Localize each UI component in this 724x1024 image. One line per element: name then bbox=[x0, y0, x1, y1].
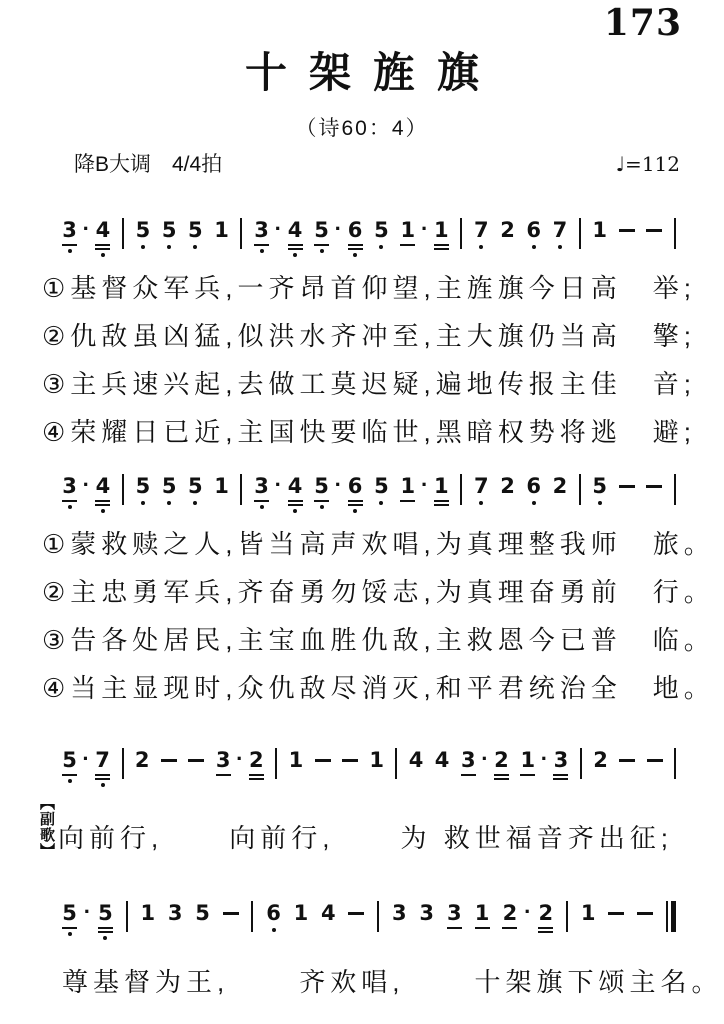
note bbox=[188, 474, 203, 505]
note bbox=[348, 218, 363, 257]
final-segment: 尊基督为王, bbox=[62, 967, 230, 997]
duration-dash bbox=[348, 912, 364, 915]
final-barline bbox=[666, 901, 676, 932]
octave-dot bbox=[68, 249, 72, 253]
note bbox=[289, 748, 304, 772]
note-digit: 1 bbox=[434, 474, 449, 498]
note-digit: 2 bbox=[500, 218, 515, 242]
note-digit: 6 bbox=[347, 218, 363, 242]
note bbox=[374, 218, 389, 249]
duration-dash bbox=[619, 759, 635, 762]
underline bbox=[434, 248, 449, 250]
augmentation-dot: · bbox=[82, 472, 90, 497]
note bbox=[288, 218, 303, 257]
underline bbox=[288, 248, 303, 250]
octave-dot bbox=[68, 779, 72, 783]
note bbox=[400, 474, 415, 502]
note-digit: 3 bbox=[461, 748, 476, 772]
verse-line: ②主忠勇军兵,齐奋勇勿馁志,为真理奋勇前 行。 bbox=[42, 577, 715, 607]
note-digit: 2 bbox=[538, 901, 554, 925]
note-digit: 7 bbox=[474, 218, 489, 242]
note bbox=[188, 218, 203, 249]
note bbox=[314, 218, 329, 253]
note-digit: 5 bbox=[314, 474, 329, 498]
note bbox=[461, 748, 476, 776]
note-digit: 3 bbox=[254, 474, 269, 498]
endbar-thick bbox=[671, 901, 676, 932]
note bbox=[419, 901, 434, 925]
note-digit: 3 bbox=[62, 218, 77, 242]
note-digit: 5 bbox=[374, 474, 389, 498]
music-line-1 bbox=[62, 218, 676, 257]
octave-dot bbox=[293, 509, 297, 513]
augmentation-dot: · bbox=[274, 216, 282, 241]
octave-dot bbox=[68, 505, 72, 509]
final-lyrics bbox=[62, 962, 724, 999]
underline bbox=[553, 778, 568, 780]
barline bbox=[377, 901, 379, 932]
underline bbox=[62, 774, 77, 776]
underline bbox=[216, 774, 231, 776]
barline bbox=[122, 748, 124, 779]
note-digit: 1 bbox=[214, 474, 229, 498]
augmentation-dot: · bbox=[274, 472, 282, 497]
octave-dot bbox=[260, 249, 264, 253]
duration-dash bbox=[619, 485, 635, 488]
note-digit: 7 bbox=[474, 474, 489, 498]
note bbox=[95, 748, 110, 787]
note-digit: 1 bbox=[580, 901, 596, 925]
octave-dot bbox=[260, 505, 264, 509]
note bbox=[553, 474, 568, 498]
barline bbox=[674, 748, 676, 779]
barline bbox=[240, 474, 242, 505]
note bbox=[434, 218, 449, 250]
augmentation-dot: · bbox=[420, 216, 429, 241]
augmentation-dot: · bbox=[83, 899, 92, 924]
note-digit: 2 bbox=[593, 748, 608, 772]
note bbox=[592, 218, 607, 242]
verse-line: ③告各处居民,主宝血胜仇敌,主救恩今已普 临。 bbox=[42, 625, 715, 655]
underline bbox=[314, 500, 329, 502]
final-segment: 齐欢唱, bbox=[299, 967, 405, 997]
underline bbox=[62, 500, 77, 502]
duration-dash bbox=[647, 759, 663, 762]
octave-dot bbox=[532, 245, 536, 249]
note bbox=[374, 474, 389, 505]
octave-dot bbox=[68, 932, 72, 936]
note bbox=[435, 748, 450, 772]
note-digit: 5 bbox=[592, 474, 608, 498]
verse-group-1 bbox=[42, 273, 724, 448]
duration-dash bbox=[161, 759, 177, 762]
note-digit: 5 bbox=[161, 474, 177, 498]
note-digit: 3 bbox=[553, 748, 569, 772]
note bbox=[294, 901, 309, 925]
barline bbox=[579, 218, 581, 249]
note-digit: 3 bbox=[447, 901, 462, 925]
note-digit: 1 bbox=[288, 748, 304, 772]
verse-line: ④当主显现时,众仇敌尽消灭,和平君统治全 地。 bbox=[42, 673, 715, 703]
underline bbox=[461, 774, 476, 776]
octave-dot bbox=[193, 501, 197, 505]
underline bbox=[249, 778, 264, 780]
underline bbox=[538, 927, 553, 929]
note bbox=[400, 218, 415, 246]
augmentation-dot: · bbox=[82, 746, 90, 771]
barline bbox=[460, 474, 462, 505]
note-digit: 2 bbox=[502, 901, 518, 925]
note bbox=[321, 901, 336, 925]
note-digit: 3 bbox=[167, 901, 183, 925]
page-number: 173 bbox=[603, 2, 682, 44]
duration-dash bbox=[223, 912, 239, 915]
verse-group-2 bbox=[42, 529, 724, 704]
note bbox=[195, 901, 210, 925]
duration-dash bbox=[646, 485, 662, 488]
octave-dot bbox=[141, 245, 145, 249]
octave-dot bbox=[479, 245, 483, 249]
underline bbox=[475, 927, 490, 929]
note bbox=[500, 474, 515, 498]
refrain-segment: 向前行, bbox=[58, 822, 164, 853]
refrain-segment: 为 救世福音齐出征; bbox=[400, 822, 673, 853]
note-digit: 1 bbox=[434, 218, 449, 242]
note-digit: 1 bbox=[140, 901, 156, 925]
octave-dot bbox=[141, 501, 145, 505]
note-digit: 1 bbox=[214, 218, 229, 242]
note bbox=[214, 474, 229, 498]
underline bbox=[494, 778, 509, 780]
underline bbox=[400, 500, 415, 502]
note-digit: 5 bbox=[188, 474, 203, 498]
note bbox=[62, 748, 77, 783]
underline bbox=[434, 500, 449, 502]
verse-line: ②仇敌虽凶猛,似洪水齐冲至,主大旗仍当高 擎; bbox=[42, 321, 696, 351]
underline bbox=[502, 927, 517, 929]
octave-dot bbox=[353, 509, 357, 513]
note-digit: 1 bbox=[520, 748, 536, 772]
note-digit: 5 bbox=[188, 218, 203, 242]
augmentation-dot: · bbox=[420, 472, 429, 497]
note-digit: 1 bbox=[293, 901, 309, 925]
augmentation-dot: · bbox=[481, 746, 489, 771]
refrain-lyrics bbox=[58, 818, 673, 855]
note bbox=[135, 748, 150, 772]
note-digit: 1 bbox=[474, 901, 490, 925]
note bbox=[348, 474, 363, 513]
note-digit: 5 bbox=[374, 218, 389, 242]
note-digit: 7 bbox=[552, 218, 568, 242]
note-digit: 4 bbox=[408, 748, 424, 772]
note bbox=[369, 748, 384, 772]
barline bbox=[126, 901, 128, 932]
octave-dot bbox=[479, 501, 483, 505]
octave-dot bbox=[167, 245, 171, 249]
octave-dot bbox=[598, 501, 602, 505]
octave-dot bbox=[193, 245, 197, 249]
note bbox=[520, 748, 535, 776]
note-digit: 4 bbox=[95, 218, 111, 242]
underline bbox=[348, 504, 363, 506]
note bbox=[526, 474, 541, 505]
tempo-marking: ♩=112 bbox=[615, 152, 680, 176]
note-digit: 6 bbox=[526, 218, 542, 242]
note bbox=[162, 218, 177, 249]
octave-dot bbox=[379, 245, 383, 249]
octave-dot bbox=[379, 501, 383, 505]
note bbox=[314, 474, 329, 509]
underline bbox=[434, 244, 449, 246]
underline bbox=[520, 774, 535, 776]
octave-dot bbox=[101, 253, 105, 257]
note bbox=[392, 901, 407, 925]
underline bbox=[348, 500, 363, 502]
note-digit: 3 bbox=[392, 901, 407, 925]
barline bbox=[395, 748, 397, 779]
underline bbox=[400, 244, 415, 246]
note-digit: 4 bbox=[434, 748, 450, 772]
note-digit: 3 bbox=[62, 474, 77, 498]
verse-line: ①基督众军兵,一齐昂首仰望,主旌旗今日高 举; bbox=[42, 273, 696, 303]
underline bbox=[254, 500, 269, 502]
note-digit: 1 bbox=[400, 474, 416, 498]
verse-line: ①蒙救赎之人,皆当高声欢唱,为真理整我师 旅。 bbox=[42, 529, 715, 559]
endbar-thin bbox=[666, 901, 668, 932]
note bbox=[526, 218, 541, 249]
octave-dot bbox=[532, 501, 536, 505]
note-digit: 3 bbox=[254, 218, 269, 242]
note bbox=[62, 474, 77, 509]
note-digit: 5 bbox=[135, 218, 151, 242]
note bbox=[288, 474, 303, 513]
note-digit: 2 bbox=[494, 748, 509, 772]
octave-dot bbox=[272, 928, 276, 932]
note-digit: 4 bbox=[95, 474, 111, 498]
note-digit: 4 bbox=[287, 474, 303, 498]
final-segment: 十架旗下颂主名。 bbox=[474, 967, 723, 997]
music-line-3 bbox=[62, 748, 676, 787]
note-digit: 5 bbox=[62, 748, 77, 772]
note bbox=[254, 474, 269, 509]
underline bbox=[348, 244, 363, 246]
music-line-4 bbox=[62, 901, 676, 940]
note-digit: 2 bbox=[248, 748, 264, 772]
duration-dash bbox=[315, 759, 331, 762]
note bbox=[474, 474, 489, 505]
underline bbox=[98, 927, 113, 929]
note bbox=[475, 901, 490, 929]
underline bbox=[447, 927, 462, 929]
octave-dot bbox=[167, 501, 171, 505]
octave-dot bbox=[320, 249, 324, 253]
underline bbox=[62, 927, 77, 929]
augmentation-dot: · bbox=[540, 746, 549, 771]
key-signature: 降B大调 4/4拍 bbox=[74, 153, 223, 176]
duration-dash bbox=[646, 229, 662, 232]
underline bbox=[538, 931, 553, 933]
note bbox=[168, 901, 183, 925]
barline bbox=[674, 474, 676, 505]
note-digit: 3 bbox=[215, 748, 231, 772]
underline bbox=[62, 244, 77, 246]
underline bbox=[494, 774, 509, 776]
underline bbox=[95, 248, 110, 250]
underline bbox=[288, 244, 303, 246]
note-digit: 2 bbox=[552, 474, 568, 498]
note bbox=[140, 901, 155, 925]
meta-row bbox=[74, 148, 680, 178]
verse-line: ④荣耀日已近,主国快要临世,黑暗权势将逃 避; bbox=[42, 417, 696, 447]
note bbox=[214, 218, 229, 242]
barline bbox=[251, 901, 253, 932]
note bbox=[593, 748, 608, 772]
refrain-row bbox=[34, 795, 724, 877]
note bbox=[434, 474, 449, 506]
underline bbox=[95, 774, 110, 776]
note-digit: 2 bbox=[134, 748, 150, 772]
note bbox=[538, 901, 553, 933]
hymn-title: 十架旌旗 bbox=[244, 49, 501, 96]
underline bbox=[254, 244, 269, 246]
note bbox=[447, 901, 462, 929]
note bbox=[162, 474, 177, 505]
barline bbox=[122, 218, 124, 249]
octave-dot bbox=[101, 509, 105, 513]
underline bbox=[348, 248, 363, 250]
note bbox=[254, 218, 269, 253]
note-digit: 6 bbox=[266, 901, 281, 925]
note bbox=[62, 901, 77, 936]
barline bbox=[566, 901, 568, 932]
note bbox=[553, 218, 568, 249]
barline bbox=[460, 218, 462, 249]
octave-dot bbox=[293, 253, 297, 257]
barline bbox=[580, 748, 582, 779]
augmentation-dot: · bbox=[334, 216, 342, 241]
barline bbox=[275, 748, 277, 779]
note bbox=[98, 901, 113, 940]
note-digit: 3 bbox=[419, 901, 435, 925]
refrain-segment: 向前行, bbox=[229, 822, 335, 853]
underline bbox=[95, 778, 110, 780]
note-digit: 5 bbox=[62, 901, 77, 925]
augmentation-dot: · bbox=[524, 899, 532, 924]
underline bbox=[249, 774, 264, 776]
note bbox=[95, 474, 110, 513]
note bbox=[216, 748, 231, 776]
note bbox=[494, 748, 509, 780]
octave-dot bbox=[320, 505, 324, 509]
underline bbox=[314, 244, 329, 246]
note-digit: 4 bbox=[321, 901, 336, 925]
note bbox=[502, 901, 517, 929]
note bbox=[553, 748, 568, 780]
note bbox=[581, 901, 596, 925]
octave-dot bbox=[353, 253, 357, 257]
note bbox=[266, 901, 281, 932]
note-digit: 2 bbox=[500, 474, 515, 498]
underline bbox=[288, 500, 303, 502]
scripture-reference: （诗60：4） bbox=[295, 117, 429, 140]
octave-dot bbox=[558, 245, 562, 249]
note-digit: 5 bbox=[161, 218, 177, 242]
note bbox=[592, 474, 607, 505]
note bbox=[409, 748, 424, 772]
duration-dash bbox=[619, 229, 635, 232]
underline bbox=[288, 504, 303, 506]
augmentation-dot: · bbox=[236, 746, 244, 771]
octave-dot bbox=[103, 936, 107, 940]
underline bbox=[98, 931, 113, 933]
barline bbox=[674, 218, 676, 249]
music-line-2 bbox=[62, 474, 676, 513]
augmentation-dot: · bbox=[334, 472, 342, 497]
note bbox=[62, 218, 77, 253]
note-digit: 5 bbox=[195, 901, 210, 925]
note bbox=[95, 218, 110, 257]
octave-dot bbox=[101, 783, 105, 787]
underline bbox=[95, 504, 110, 506]
duration-dash bbox=[342, 759, 358, 762]
note-digit: 5 bbox=[314, 218, 329, 242]
note-digit: 1 bbox=[592, 218, 608, 242]
note bbox=[249, 748, 264, 780]
note bbox=[474, 218, 489, 249]
barline bbox=[122, 474, 124, 505]
verse-line: ③主兵速兴起,去做工莫迟疑,遍地传报主佳 音; bbox=[42, 369, 696, 399]
note bbox=[136, 218, 151, 249]
note-digit: 1 bbox=[369, 748, 384, 772]
note-digit: 5 bbox=[98, 901, 113, 925]
note bbox=[136, 474, 151, 505]
barline bbox=[579, 474, 581, 505]
note-digit: 4 bbox=[287, 218, 303, 242]
note-digit: 5 bbox=[135, 474, 151, 498]
augmentation-dot: · bbox=[82, 216, 90, 241]
duration-dash bbox=[188, 759, 204, 762]
note-digit: 7 bbox=[95, 748, 110, 772]
note-digit: 6 bbox=[526, 474, 542, 498]
note-digit: 1 bbox=[400, 218, 416, 242]
note bbox=[500, 218, 515, 242]
underline bbox=[553, 774, 568, 776]
note-digit: 6 bbox=[347, 474, 363, 498]
duration-dash bbox=[608, 912, 624, 915]
duration-dash bbox=[637, 912, 653, 915]
underline bbox=[95, 500, 110, 502]
barline bbox=[240, 218, 242, 249]
underline bbox=[434, 504, 449, 506]
underline bbox=[95, 244, 110, 246]
refrain-marker: 【副歌】 bbox=[38, 795, 55, 859]
